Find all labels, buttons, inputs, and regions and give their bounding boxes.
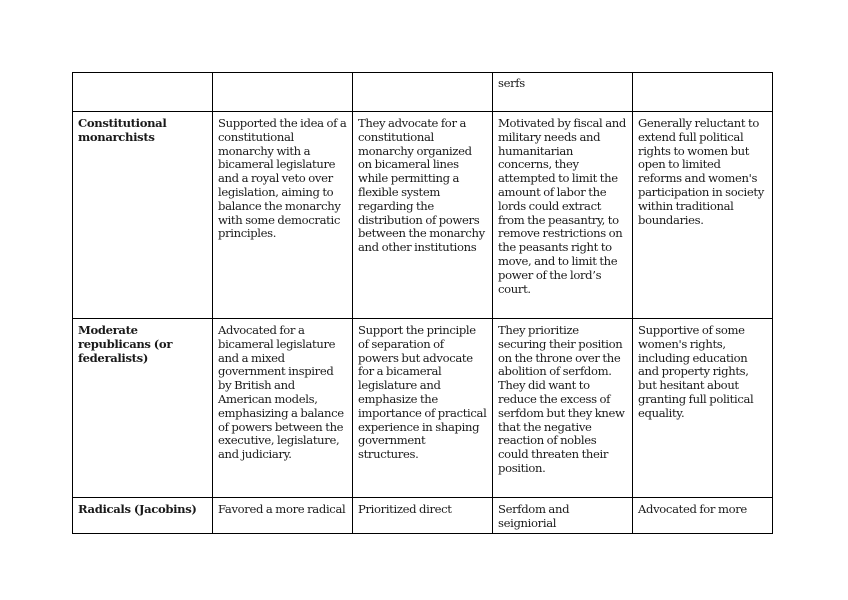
- table-cell: serfs: [493, 73, 633, 112]
- group-cell: Moderate republicans (or federalists): [73, 319, 213, 498]
- table-cell: Advocated for a bicameral legislature and a mixed government inspired by British and American models, emphasizing a balance of powers between the executive, legislature, and judiciary.: [213, 319, 353, 498]
- table-cell: [353, 73, 493, 112]
- group-cell: [73, 73, 213, 112]
- table-cell: They advocate for a constitutional monarchy organized on bicameral lines while permitting a flexible system regarding the distribution of powers between the monarchy and other institutions: [353, 112, 493, 319]
- group-cell: Constitutional monarchists: [73, 112, 213, 319]
- table-row: [73, 73, 773, 112]
- table-cell: Support the principle of separation of powers but advocate for a bicameral legislature and emphasize the importance of practical experience in shaping government structures.: [353, 319, 493, 498]
- group-cell: Radicals (Jacobins): [73, 498, 213, 534]
- table-row: [73, 498, 773, 534]
- table-cell: Motivated by fiscal and military needs and humanitarian concerns, they attempted to limit the amount of labor the lords could extract from the peasantry, to remove restrictions on the peasants right to move, and to limit the power of the lord’s court.: [493, 112, 633, 319]
- table-cell: [213, 73, 353, 112]
- table-cell: Prioritized direct: [353, 498, 493, 534]
- table-row: [73, 319, 773, 498]
- table-cell: They prioritize securing their position on the throne over the abolition of serfdom. They did want to reduce the excess of serfdom but they knew that the negative reaction of nobles could threaten their position.: [493, 319, 633, 498]
- table-cell: Advocated for more: [633, 498, 773, 534]
- table-cell: [633, 73, 773, 112]
- table-cell: Supportive of some women's rights, including education and property rights, but hesitant about granting full political equality.: [633, 319, 773, 498]
- comparison-table: [72, 72, 773, 534]
- table-cell: Supported the idea of a constitutional monarchy with a bicameral legislature and a royal veto over legislation, aiming to balance the monarchy with some democratic principles.: [213, 112, 353, 319]
- table-cell: Serfdom and seigniorial: [493, 498, 633, 534]
- table-cell: Generally reluctant to extend full political rights to women but open to limited reforms and women's participation in society within traditional boundaries.: [633, 112, 773, 319]
- table-row: [73, 112, 773, 319]
- table-cell: Favored a more radical: [213, 498, 353, 534]
